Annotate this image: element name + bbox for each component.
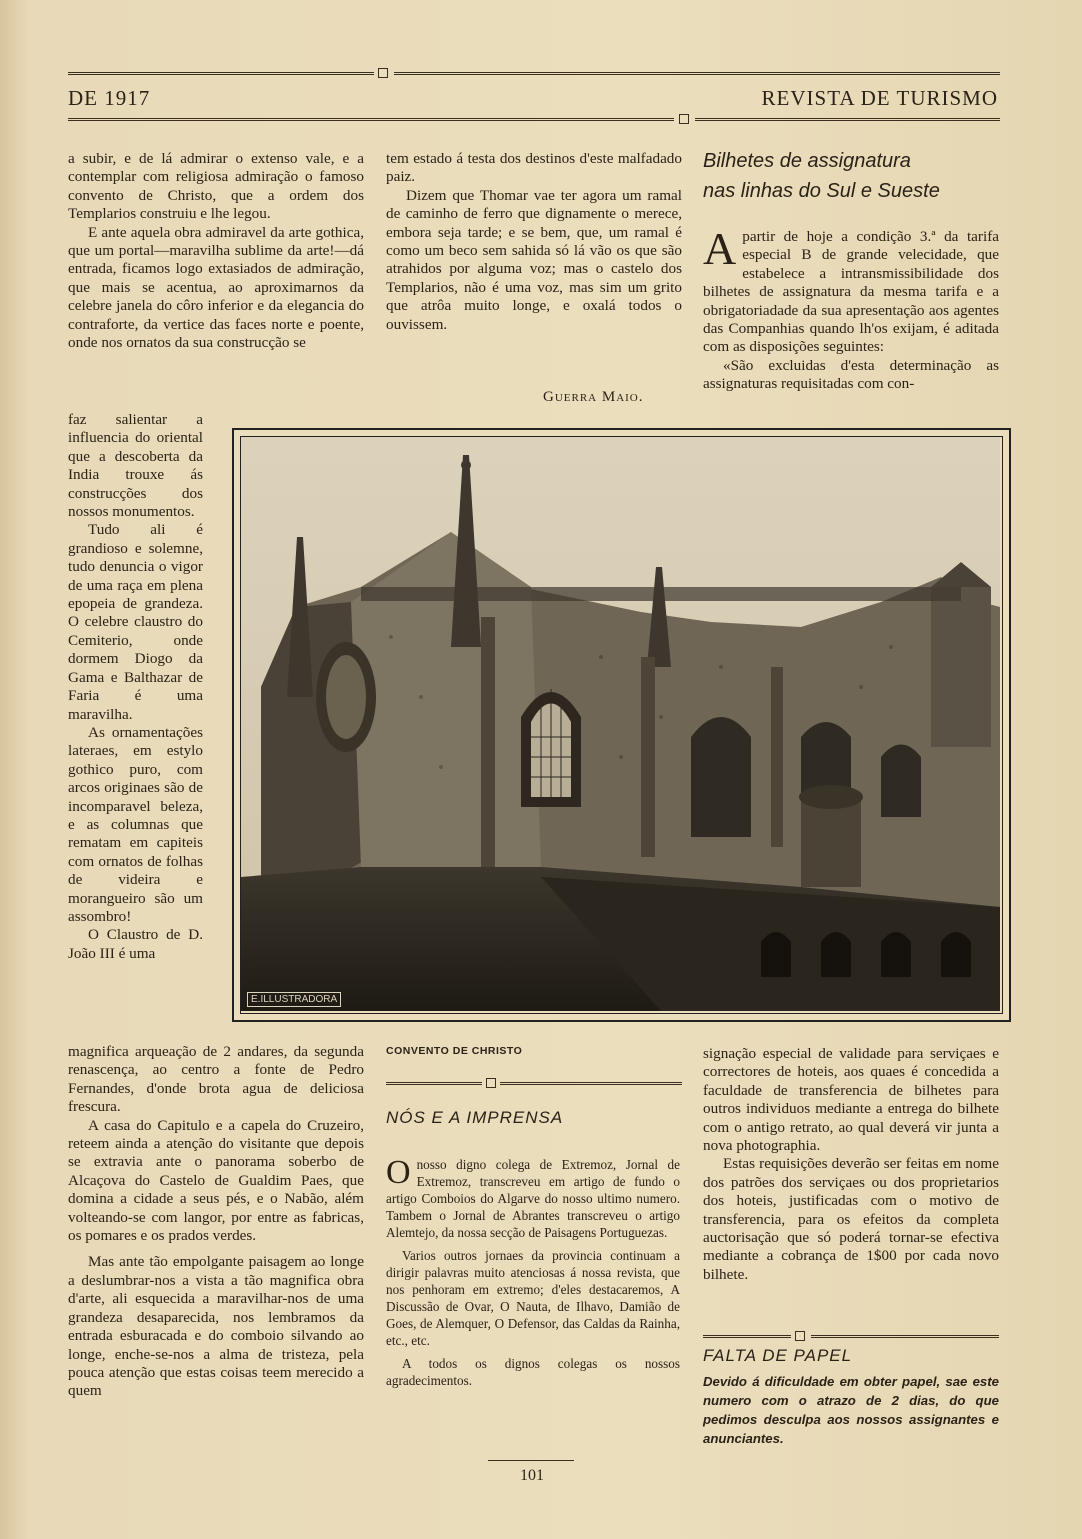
paragraph: A casa do Capitulo e a capela do Cruzeiro, reteem ainda a atenção do visitante que depois se extravia ante o panorama soberbo de Alcaçova do Castelo de Gualdim Paes, que domina a cidade a seus pés, e o Nabão, além volteando-se com langor, por entre as fabricas, os pomares e os prados verdes. [68, 1116, 364, 1245]
article-column-1-bottom [68, 1043, 364, 1401]
notice-text: Devido á dificuldade em obter papel, sae este numero com o atrazo de 2 dias, do que pedimos desculpa aos nossos assignantes e anunciantes. [703, 1374, 999, 1446]
header-rule-right [394, 72, 1000, 75]
paragraph: faz salientar a influencia do oriental que a descoberta da India trouxe ás construcções dos nossos monumentos. [68, 411, 203, 521]
paragraph: Dizem que Thomar vae ter agora um ramal de caminho de ferro que dignamente o merece, embora seja tarde; e se bem, que, um ramal é como um beco sem sahida só lá vão os que são atrahidos por alguma voz; mas o castelo dos Templarios, não é uma voz, mas sim um grito que atrôa muito longe, e oxalá todos o ouvissem. [386, 186, 682, 333]
paragraph: Tudo ali é grandioso e solemne, tudo denuncia o vigor de uma raça em plena epopeia de grandeza. O celebre claustro do Cemiterio, onde dormem Diogo da Gama e Balthazar de Faria é uma maravilha. [68, 521, 203, 723]
subheader-rule-right [695, 118, 1000, 121]
article-column-3 [703, 223, 999, 394]
notice-ornament [795, 1331, 805, 1341]
subheader-ornament [679, 114, 689, 124]
section-rule-left [386, 1082, 482, 1085]
paragraph: a subir, e de lá admirar o extenso vale, e a contemplar com religiosa admiração o famoso convento de Christo, que a ordem dos Templarios construiu e lhe legou. [68, 150, 364, 223]
notice-rule-right [811, 1335, 999, 1338]
footer-rule [488, 1460, 574, 1461]
article-column-1-narrow [68, 411, 203, 963]
paragraph: Mas ante tão empolgante paisagem ao longe a deslumbrar-nos a vista a tão magnifica obra d'arte, ali esquecida a maravilhar-nos de uma grandeza desaparecida, nos lembramos da entrada esburacada e do comboio silvando ao longe, enche-se-nos a alma de tristeza, pela pouca atenção que estas coisas teem merecido a quem [68, 1253, 364, 1400]
header-rule-left [68, 72, 374, 75]
paragraph: tem estado á testa dos destinos d'este malfadado paiz. [386, 150, 682, 186]
convent-illustration [241, 437, 1000, 1011]
paragraph: Estas requisições deverão ser feitas em nome dos patrões dos serviçaes ou dos proprietarios dos hoteis, justificadas com o motivo de transferencia, para os efeitos da completa auctorisação que só poderá tornar-se efectiva mediante a cobrança de 1$00 por cada novo bilhete. [703, 1155, 999, 1283]
author-signature: Guerra Maio. [543, 389, 644, 405]
page-number: 101 [520, 1467, 544, 1484]
notice-title: FALTA DE PAPEL [703, 1346, 853, 1365]
article-column-1 [68, 150, 364, 352]
drop-cap: O [386, 1154, 411, 1191]
section-rule-right [500, 1082, 682, 1085]
press-section-text [386, 1156, 680, 1389]
press-section-title: NÓS E A IMPRENSA [386, 1108, 564, 1127]
paragraph: signação especial de validade para serviçaes e correctores de hoteis, aos quaes é concedida a faculdade de transferencia de bilhetes para outros individuos mediante a entrega do bilhete com o antigo retrato, ao qual deverá vir junta a nova photographia. [703, 1045, 999, 1155]
convent-photograph [232, 428, 1011, 1022]
photo-caption: CONVENTO DE CHRISTO [386, 1045, 523, 1057]
header-date: DE 1917 [68, 86, 151, 110]
header-title: REVISTA DE TURISMO [761, 86, 998, 110]
drop-cap: A [703, 223, 737, 274]
paragraph: «São excluidas d'esta determinação as assignaturas requisitadas com con- [703, 356, 999, 393]
article-column-2 [386, 150, 682, 334]
paragraph: E ante aquela obra admiravel da arte gothica, que um portal—maravilha sublime da arte!—dá entrada, ficamos logo extasiados de admiração, que mais se acentua, ao aproximarnos da celebre janela do côro inferior e da elegancia do contraforte, da vertice das faces norte e poente, onde nos ornatos da sua construcção se [68, 223, 364, 352]
article-title-line-1: Bilhetes de assignatura [703, 150, 911, 172]
photo-credit: E.ILLUSTRADORA [247, 992, 341, 1007]
section-ornament [486, 1078, 496, 1088]
article-title-line-2: nas linhas do Sul e Sueste [703, 180, 940, 202]
article-column-3-bottom [703, 1045, 999, 1284]
paragraph: magnifica arqueação de 2 andares, da segunda renascença, ao centro a fonte de Pedro Fernandes, d'onde brota agua de deliciosa frescura. [68, 1043, 364, 1116]
paragraph: O Claustro de D. João III é uma [68, 926, 203, 962]
header-ornament [378, 68, 388, 78]
paragraph: As ornamentações lateraes, em estylo gothico puro, com arcos originaes são de incomparavel beleza, e as columnas que rematam em capiteis com ornatos de folhas de videira e morangueiro são um assombro! [68, 723, 203, 925]
paragraph: partir de hoje a condição 3.ª da tarifa especial B de grande velecidade, que estabelece a intransmissibilidade dos bilhetes de assignatura da mesma tarifa e a obrigatoriadade da sua apresentação aos agentes das Companhias quando lh'os exijam, é aditada com as disposições seguintes: [703, 228, 999, 356]
paragraph: Varios outros jornaes da provincia continuam a dirigir palavras muito atenciosas á nossa revista, que nos penhoram em extremo; d'eles destacaremos, A Discussão de Ovar, O Nauta, de Ilhavo, Damião de Goes, de Alemquer, O Defensor, das Caldas da Rainha, etc., etc. [386, 1248, 680, 1348]
paragraph: nosso digno colega de Extremoz, Jornal de Extremoz, transcreveu em artigo de fundo o artigo Comboios do Algarve do nosso ultimo numero. Tambem o Jornal de Abrantes transcreveu o artigo Alemtejo, da nossa secção de Paisagens Portuguezas. [386, 1157, 680, 1240]
paragraph: A todos os dignos colegas os nossos agradecimentos. [386, 1356, 680, 1388]
notice-rule-left [703, 1335, 791, 1338]
subheader-rule-left [68, 118, 674, 121]
